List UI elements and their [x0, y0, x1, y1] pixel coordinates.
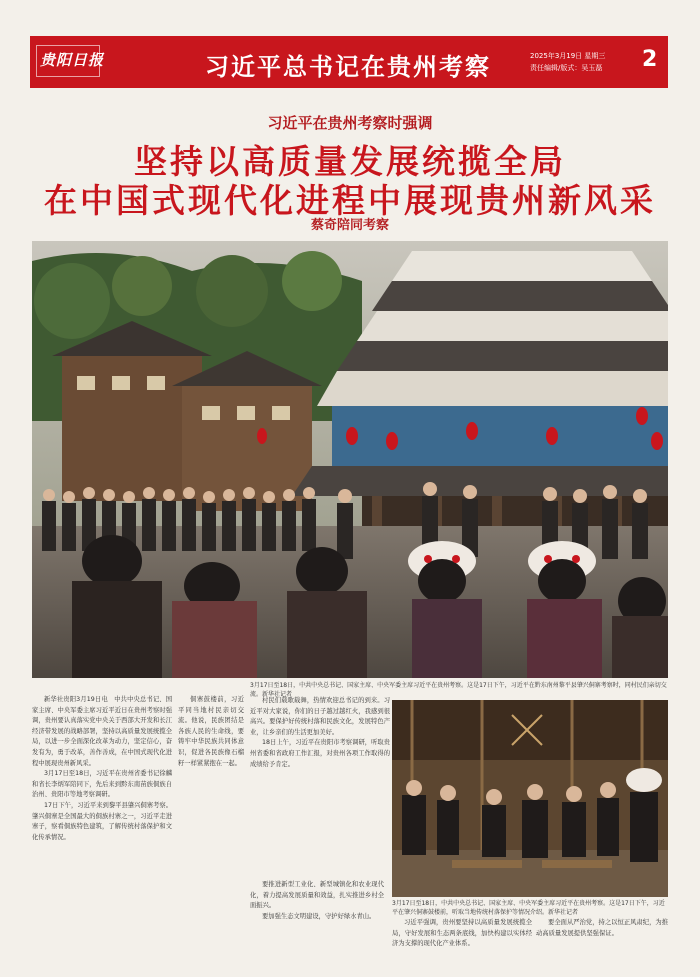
- second-photo-illustration: [392, 700, 668, 897]
- body-column-b: [178, 695, 244, 973]
- main-photo-illustration: [32, 241, 668, 678]
- paragraph: 习近平强调，贵州要坚持以高质量发展统揽全局，守好发展和生态两条底线，加快构建以实体经济为支撑的现代化产业体系。: [392, 919, 532, 948]
- article-kicker: 习近平在贵州考察时强调: [267, 114, 433, 132]
- paragraph: 17日下午，习近平来到黎平县肇兴侗寨考察。肇兴侗寨是全国最大的侗族村寨之一，习近平走进寨子，察看侗族特色建筑，了解传统村落保护和文化传承情况。: [32, 801, 172, 841]
- main-photo: [32, 241, 668, 678]
- main-photo-caption: 3月17日至18日，中共中央总书记、国家主席、中央军委主席习近平在贵州考察。这是17日下午，习近平在黔东南州黎平县肇兴侗寨考察时，同村民们亲切交流。新华社记者: [250, 682, 667, 698]
- editor-line: 责任编辑/版式：吴玉磊: [530, 64, 603, 72]
- body-column-a: [32, 695, 172, 973]
- second-photo: [392, 700, 668, 897]
- paragraph: 3月17日至18日，习近平在贵州省委书记徐麟和省长李炳军陪同下，先后来到黔东南苗族侗族自治州、贵阳市等地考察调研。: [32, 770, 172, 799]
- paragraph: 要加强生态文明建设，守护好绿水青山。: [262, 912, 376, 920]
- paragraph: 村民们载歌载舞，热情欢迎总书记的到来。习近平对大家说，你们的日子越过越红火，我感到很高兴。要保护好传统村落和民族文化，发展特色产业，让乡亲们的生活更加美好。: [250, 697, 390, 736]
- paragraph: 侗寨鼓楼前，习近平同当地村民亲切交流。他说，民族团结是各族人民的生命线，要铸牢中华民族共同体意识，促进各民族像石榴籽一样紧紧抱在一起。: [178, 696, 244, 767]
- newspaper-brand: 贵阳日报: [40, 51, 105, 69]
- header-meta: [530, 50, 605, 74]
- body-column-d: [392, 918, 532, 975]
- article-byline: 蔡奇陪同考察: [310, 218, 389, 233]
- headline-line-1: 坚持以高质量发展统揽全局: [134, 142, 566, 181]
- page-number: 2: [642, 47, 658, 72]
- body-column-f: [536, 918, 668, 975]
- paragraph: 要推进新型工业化、新型城镇化和农业现代化，着力提高发展质量和效益，扎实推进乡村全面振兴。: [250, 881, 384, 910]
- page-header-band: [30, 36, 668, 88]
- section-title: 习近平总书记在贵州考察: [205, 53, 491, 81]
- body-column-e: [250, 880, 384, 975]
- body-column-c: [250, 696, 390, 874]
- headline-line-2: 在中国式现代化进程中展现贵州新风采: [44, 181, 656, 220]
- paragraph: 18日上午，习近平在贵阳市考察调研，听取贵州省委和省政府工作汇报，对贵州各项工作取得的成绩给予肯定。: [250, 739, 390, 768]
- second-photo-caption: 3月17日至18日，中共中央总书记、国家主席、中央军委主席习近平在贵州考察。这是17日下午，习近平在肇兴侗寨鼓楼前，听取当地传统村落保护等情况介绍。新华社记者: [392, 900, 665, 916]
- paragraph: 新华社贵阳3月19日电 中共中央总书记、国家主席、中央军委主席习近平近日在贵州考察时强调，贵州要认真落实党中央关于西部大开发和长江经济带发展的战略部署，坚持以高质量发展统揽全局，以进一步全面深化改革为动力，坚定信心，奋发有为，勇于改革，善作善成，在中国式现代化进程中展现贵州新风采。: [32, 696, 172, 767]
- date-line: 2025年3月19日 星期三: [530, 52, 606, 60]
- paragraph: 要全面从严治党，持之以恒正风肃纪，为推动高质量发展提供坚强保证。: [536, 919, 668, 937]
